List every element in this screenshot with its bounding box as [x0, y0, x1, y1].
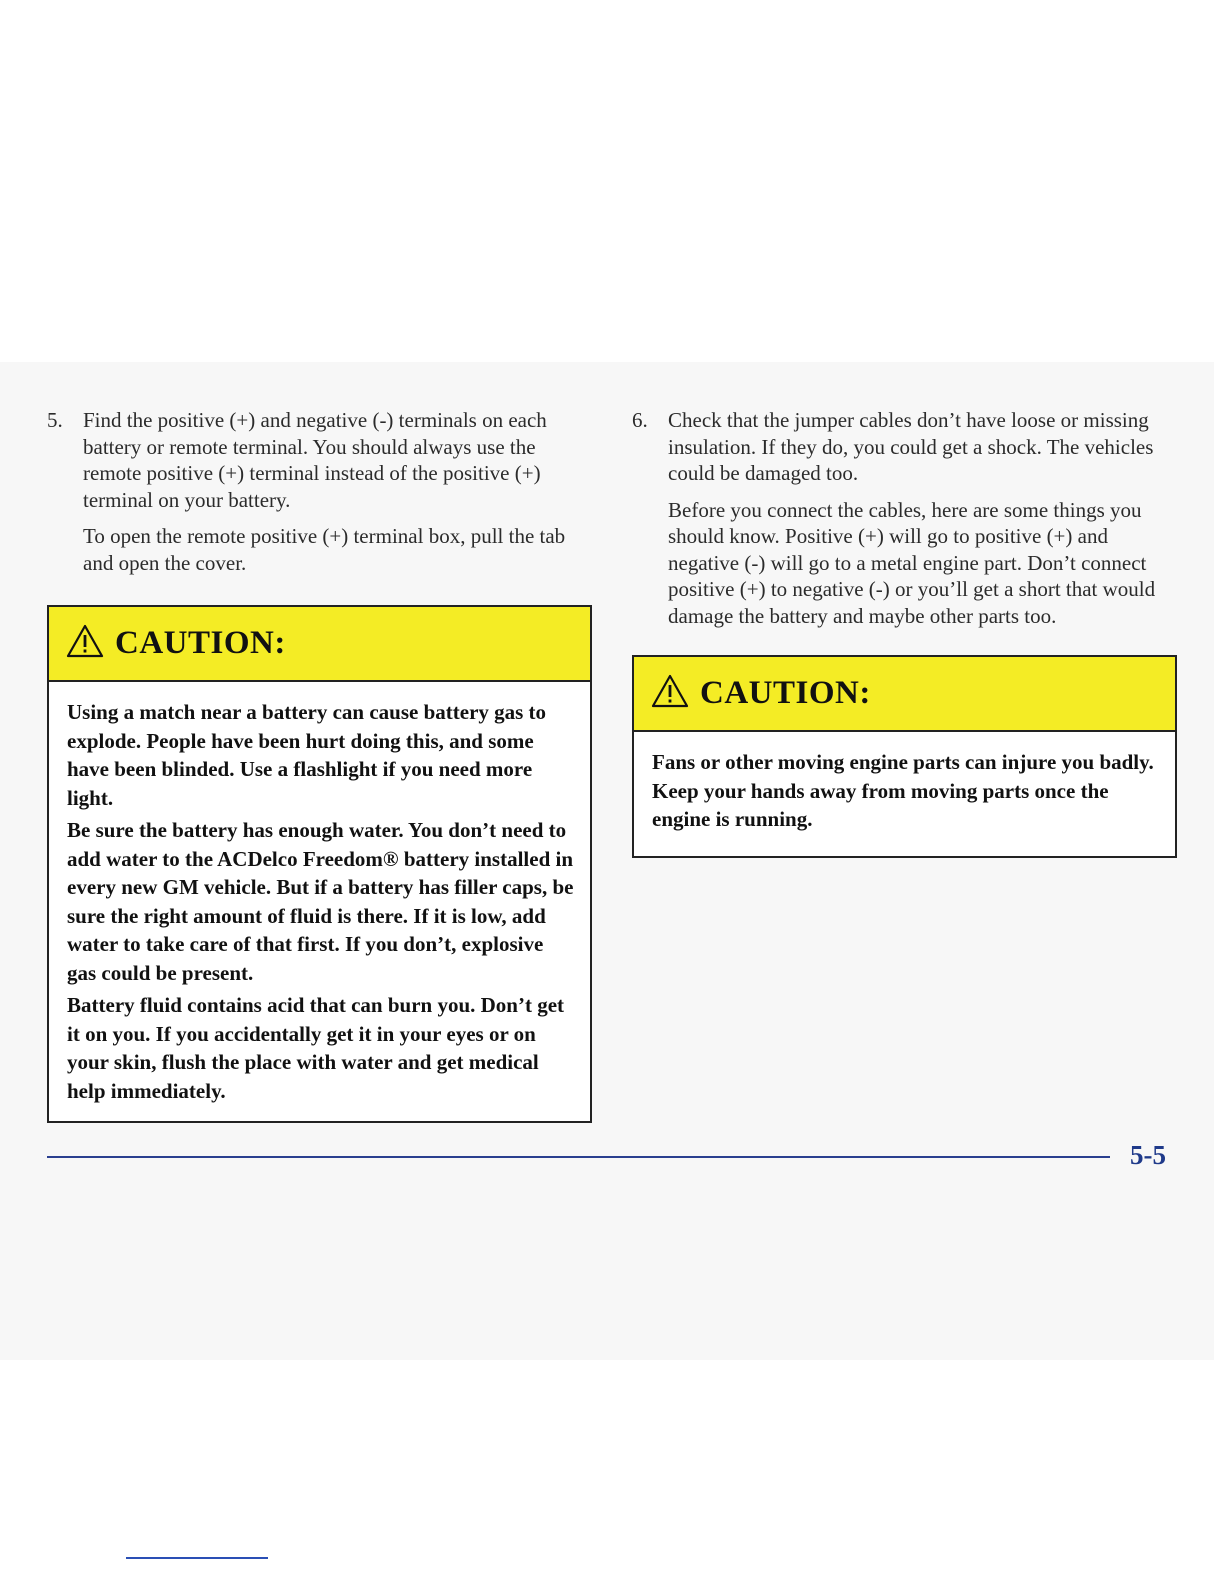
caution-box [47, 605, 592, 1123]
caution-paragraph: Battery fluid contains acid that can burn you. Don’t get it on you. If you accidentally get it in your eyes or on your skin, flush the place with water and get medical help immediately. [67, 993, 565, 1103]
caution-body [49, 682, 590, 1121]
step-number: 6. [632, 408, 648, 432]
step-paragraph: Find the positive (+) and negative (-) terminals on each battery or remote terminal. You should always use the remote positive (+) terminal instead of the positive (+) terminal on your battery. [83, 408, 547, 512]
step-5 [47, 407, 587, 576]
caution-header [49, 607, 590, 682]
caution-header [634, 657, 1175, 732]
page-number: 5-5 [1130, 1140, 1166, 1170]
left-column [47, 407, 587, 1123]
caution-paragraph: Using a match near a battery can cause battery gas to explode. People have been hurt doing this, and some have been blinded. Use a flashlight if you need more light. [67, 700, 547, 810]
warning-triangle-icon [65, 623, 105, 664]
step-paragraph: Check that the jumper cables don’t have loose or missing insulation. If they do, you could get a shock. The vehicles could be damaged too. [668, 408, 1154, 485]
step-6 [632, 407, 1178, 629]
bottom-link-line [126, 1557, 268, 1559]
caution-body [634, 732, 1175, 856]
footer-rule [47, 1156, 1110, 1158]
caution-box [632, 655, 1177, 858]
caution-paragraph: Fans or other moving engine parts can injure you badly. Keep your hands away from moving parts once the engine is running. [652, 750, 1154, 831]
caution-title: CAUTION: [700, 675, 871, 711]
caution-title: CAUTION: [115, 625, 286, 661]
warning-triangle-icon [650, 673, 690, 714]
right-column [632, 407, 1178, 858]
step-paragraph: To open the remote positive (+) terminal box, pull the tab and open the cover. [83, 524, 566, 575]
caution-paragraph: Be sure the battery has enough water. You don’t need to add water to the ACDelco Freedom® battery installed in every new GM vehicle. But if a battery has filler caps, be sure the right amount of fluid is there. If it is low, add water to take care of that first. If you don’t, explosive gas could be present. [67, 818, 574, 985]
step-number: 5. [47, 408, 63, 432]
step-paragraph: Before you connect the cables, here are some things you should know. Positive (+) will go to positive (+) and negative (-) will go to a metal engine part. Don’t connect positive (+) to negative (-) or you’ll get a short that would damage the battery and maybe other parts too. [668, 497, 1156, 628]
